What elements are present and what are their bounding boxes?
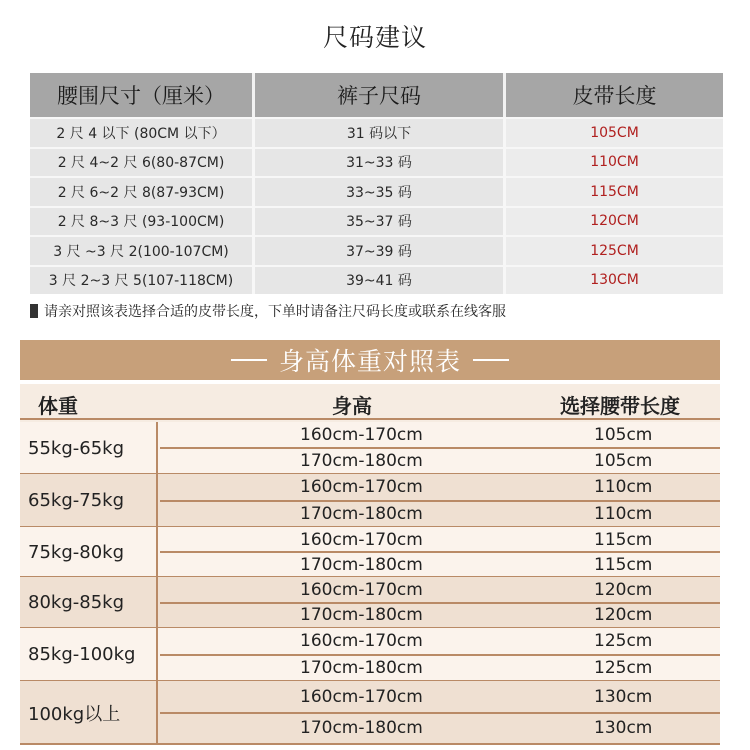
belt-length-cell: 125cm — [594, 631, 653, 652]
pants-size-cell: 37~39 码 — [255, 235, 506, 265]
weight-group — [20, 527, 720, 577]
height-cell: 160cm-170cm — [300, 477, 423, 498]
height-cell: 160cm-170cm — [300, 686, 423, 707]
hw-table — [20, 384, 720, 744]
weight-cell: 75kg-80kg — [20, 527, 158, 577]
belt-length-cell: 110CM — [506, 147, 723, 177]
height-cell: 170cm-180cm — [300, 503, 423, 524]
weight-group — [20, 474, 720, 527]
waist-cell: 3 尺 2~3 尺 5(107-118CM) — [30, 265, 255, 295]
hw-table-banner — [20, 340, 720, 380]
waist-cell: 2 尺 4~2 尺 6(80-87CM) — [30, 147, 255, 177]
belt-length-cell: 125CM — [506, 235, 723, 265]
table-row — [30, 117, 723, 147]
belt-length-cell: 115cm — [594, 529, 653, 550]
pants-size-cell: 31 码以下 — [255, 117, 506, 147]
size-table — [30, 73, 723, 294]
table-row — [160, 527, 720, 552]
belt-length-cell: 110cm — [594, 503, 653, 524]
pants-size-cell: 31~33 码 — [255, 147, 506, 177]
table-row — [160, 552, 720, 577]
hw-table-title: 身高体重对照表 — [278, 347, 461, 376]
belt-length-cell: 105cm — [594, 451, 653, 471]
table-row — [160, 474, 720, 501]
size-note — [30, 301, 506, 321]
belt-length-cell: 125cm — [594, 657, 653, 678]
waist-cell: 2 尺 8~3 尺 (93-100CM) — [30, 206, 255, 236]
belt-length-cell: 130CM — [506, 265, 723, 295]
row-divider — [160, 712, 720, 714]
height-cell: 160cm-170cm — [300, 631, 423, 652]
header-belt-choice: 选择腰带长度 — [560, 394, 680, 418]
belt-length-cell: 115cm — [594, 554, 653, 575]
table-row — [160, 655, 720, 682]
weight-cell: 65kg-75kg — [20, 474, 158, 527]
table-row — [160, 448, 720, 474]
table-row — [160, 628, 720, 655]
table-row — [160, 422, 720, 448]
weight-group — [20, 422, 720, 474]
table-row — [30, 265, 723, 295]
table-row — [160, 713, 720, 745]
height-cell: 170cm-180cm — [300, 657, 423, 678]
waist-cell: 2 尺 6~2 尺 8(87-93CM) — [30, 176, 255, 206]
pants-size-cell: 33~35 码 — [255, 176, 506, 206]
group-divider — [20, 743, 720, 745]
dash-icon — [473, 359, 509, 361]
table-row — [160, 603, 720, 629]
size-table-header — [30, 73, 723, 117]
header-height: 身高 — [332, 394, 372, 418]
waist-cell: 3 尺 ~3 尺 2(100-107CM) — [30, 235, 255, 265]
hw-table-header — [20, 384, 720, 420]
belt-length-cell: 120cm — [594, 579, 653, 600]
belt-length-cell: 120cm — [594, 605, 653, 626]
header-weight: 体重 — [38, 394, 78, 418]
dash-icon — [231, 359, 267, 361]
weight-cell: 100kg以上 — [20, 681, 158, 744]
pants-size-cell: 35~37 码 — [255, 206, 506, 236]
weight-group — [20, 577, 720, 628]
belt-length-cell: 105cm — [594, 425, 653, 445]
weight-cell: 55kg-65kg — [20, 422, 158, 474]
weight-cell: 80kg-85kg — [20, 577, 158, 628]
table-row — [160, 501, 720, 528]
height-cell: 170cm-180cm — [300, 718, 423, 739]
header-waist: 腰围尺寸（厘米） — [30, 73, 255, 117]
table-row — [30, 206, 723, 236]
note-text: 请亲对照该表选择合适的皮带长度，下单时请备注尺码长度或联系在线客服 — [44, 304, 506, 320]
row-divider — [160, 654, 720, 656]
pants-size-cell: 39~41 码 — [255, 265, 506, 295]
table-row — [160, 577, 720, 603]
weight-cell: 85kg-100kg — [20, 628, 158, 681]
height-cell: 160cm-170cm — [300, 425, 423, 445]
belt-length-cell: 105CM — [506, 117, 723, 147]
height-cell: 160cm-170cm — [300, 529, 423, 550]
row-divider — [160, 551, 720, 553]
belt-length-cell: 115CM — [506, 176, 723, 206]
height-cell: 160cm-170cm — [300, 579, 423, 600]
belt-length-cell: 130cm — [594, 718, 653, 739]
table-row — [30, 235, 723, 265]
height-cell: 170cm-180cm — [300, 451, 423, 471]
table-row — [160, 681, 720, 713]
belt-length-cell: 120CM — [506, 206, 723, 236]
header-pants-size: 裤子尺码 — [255, 73, 506, 117]
row-divider — [160, 447, 720, 449]
weight-group — [20, 681, 720, 744]
waist-cell: 2 尺 4 以下 (80CM 以下） — [30, 117, 255, 147]
belt-length-cell: 110cm — [594, 477, 653, 498]
page-title: 尺码建议 — [322, 23, 427, 52]
header-belt-length: 皮带长度 — [572, 84, 657, 108]
table-row — [30, 176, 723, 206]
weight-group — [20, 628, 720, 681]
belt-length-cell: 130cm — [594, 686, 653, 707]
note-marker-icon — [30, 304, 38, 318]
row-divider — [160, 602, 720, 604]
height-cell: 170cm-180cm — [300, 554, 423, 575]
row-divider — [160, 500, 720, 502]
height-cell: 170cm-180cm — [300, 605, 423, 626]
table-row — [30, 147, 723, 177]
